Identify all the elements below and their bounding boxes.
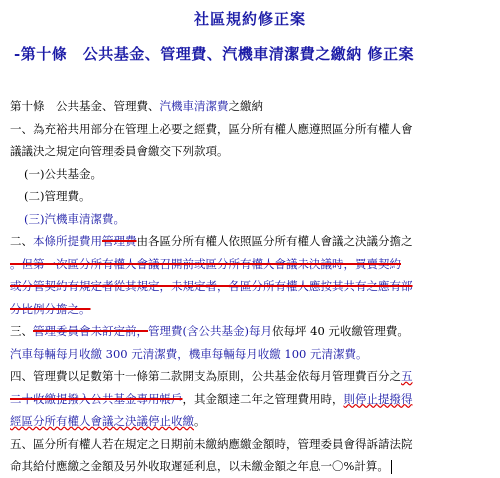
item-management-fee: (二)管理費。 — [24, 189, 91, 203]
para2-line1 — [10, 230, 495, 253]
para4-inserted-a: 五 — [401, 369, 413, 383]
document-body — [10, 95, 495, 478]
para3-line2: 汽車每輛每月收繳 300 元清潔費，機車每輛每月收繳 100 元清潔費。 — [10, 346, 368, 361]
para4-text-a: 四、管理費以足數第十一條第二款開支為原則，公共基金依每月管理費百分之 — [10, 369, 401, 383]
para3-text-a: 管理費(含公共基金)每月 — [148, 324, 272, 338]
para5-line2-text: 命其給付應繳之金額及另外收取遲延利息，以未繳金額之年息一〇%計算。 — [10, 459, 389, 473]
para2-deleted-line-d: 分比例分擔之。 — [10, 301, 91, 316]
item-cleaning-fee: (三)汽機車清潔費。 — [24, 211, 125, 226]
para1-line2: 議議決之規定向管理委員會繳交下列款項。 — [10, 144, 229, 158]
para4-line1 — [10, 365, 495, 388]
para4-deleted-b: 二十收繳提撥入公共基金專用帳戶 — [10, 391, 183, 406]
document-subtitle: -第十條 公共基金、管理費、汽機車清潔費之繳納 修正案 — [14, 45, 414, 63]
para3-num: 三、 — [10, 324, 33, 338]
para4-text-b: ，其金額達二年之管理費用時， — [182, 391, 344, 406]
para2-num: 二、 — [10, 234, 33, 248]
para5-line1: 五、區分所有權人若在規定之日期前未繳納應繳金額時，管理委員會得訴請法院 — [10, 436, 413, 451]
para4-text-c: 。 — [194, 414, 206, 428]
para2-inserted: 本條所提費用 — [33, 234, 102, 248]
para3-line1 — [10, 320, 495, 343]
para4-line3 — [10, 410, 495, 433]
para3-deleted-a: 管理委員會未訂定前， — [33, 324, 148, 338]
para4-line2 — [10, 388, 495, 411]
para4-inserted-c: 經區分所有權人會議之決議停止收繳 — [10, 414, 194, 428]
article-heading — [10, 95, 495, 118]
para3-text-b: 依每坪 40 元收繳管理費。 — [271, 324, 409, 338]
para4-inserted-b: 則停止提撥得 — [343, 391, 413, 406]
para5-line2 — [10, 455, 495, 478]
para2-deleted-a: 管理費 — [102, 234, 137, 248]
para2-deleted-line-c: 或分管契約有規定者從其規定，未規定者，各區分所有權人應按其共有之應有部 — [10, 279, 413, 293]
text-cursor[interactable] — [391, 460, 392, 474]
para2-text-a: 由各區分所有權人依照區分所有權人會議之決議分擔之 — [136, 234, 413, 248]
para2-deleted-line-b: 。但第一次區分所有權人會議召開前或區分所有權人會議未決議時，買賣契約 — [10, 256, 401, 271]
article-heading-inserted: 汽機車清潔費 — [159, 99, 229, 113]
article-heading-suffix: 之繳納 — [228, 99, 263, 113]
article-heading-prefix: 第十條 公共基金、管理費、 — [10, 99, 160, 113]
para1-line1: 一、為充裕共用部分在管理上必要之經費，區分所有權人應遵照區分所有權人會 — [10, 121, 413, 136]
document-title: 社區規約修正案 — [193, 10, 306, 28]
item-public-fund: (一)公共基金。 — [24, 166, 102, 181]
